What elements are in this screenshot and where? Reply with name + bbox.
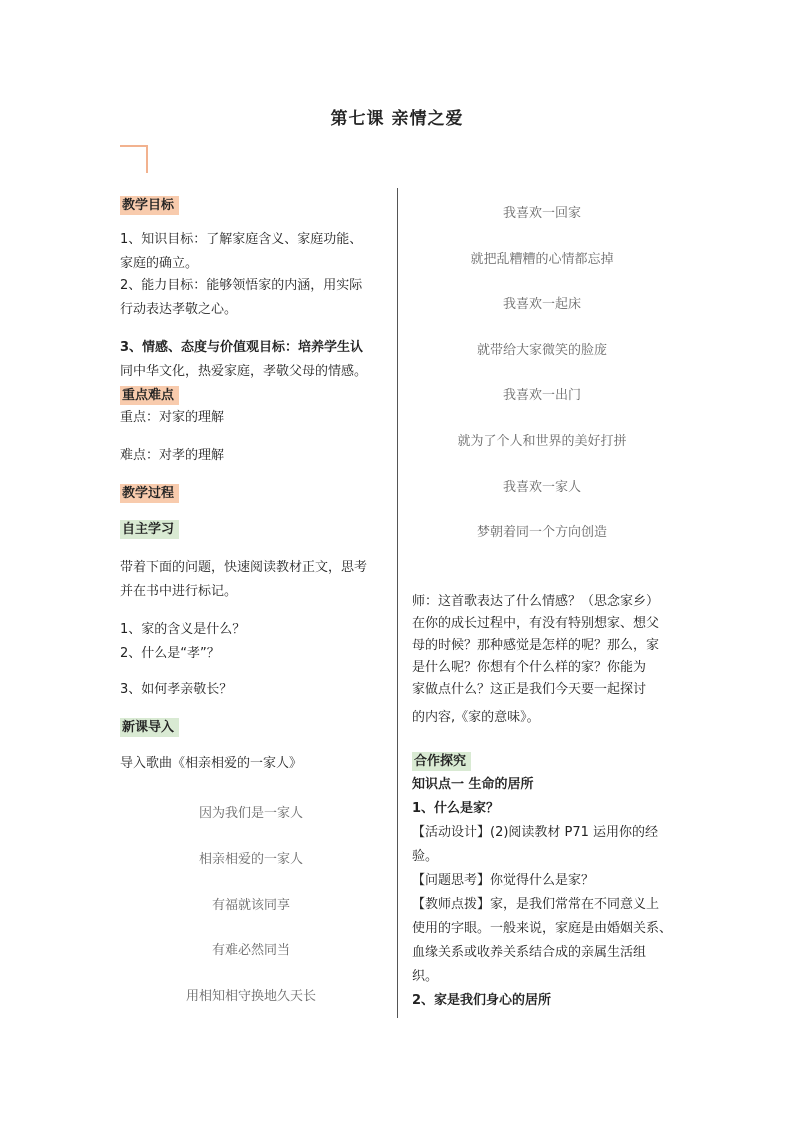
goal1-line1: 1、知识目标：了解家庭含义、家庭功能、	[120, 232, 363, 247]
right-poem-line: 我喜欢一起床	[502, 297, 581, 312]
coop-heading: 合作探究	[412, 752, 471, 771]
teacher-line: 在你的成长过程中，有没有特别想家、想父	[412, 616, 660, 631]
left-poem-line: 有难必然同当	[211, 943, 290, 958]
difficult-point: 难点：对孝的理解	[120, 448, 225, 463]
home-residence: 2、家是我们身心的居所	[412, 993, 552, 1008]
right-poem-line: 就把乱糟糟的心情都忘掉	[470, 252, 614, 267]
intro-line2: 并在书中进行标记。	[120, 584, 238, 599]
teacher-tip-line: 使用的字眼。一般来说，家庭是由婚姻关系、	[412, 921, 673, 936]
teacher-line: 母的时候？那种感觉是怎样的呢？那么，家	[412, 638, 660, 653]
activity-line1: 【活动设计】(2)阅读教材 P71 运用你的经	[412, 825, 659, 840]
right-poem-line: 就为了个人和世界的美好打拼	[457, 434, 627, 449]
self-study-heading: 自主学习	[120, 520, 179, 539]
right-poem-line: 我喜欢一出门	[502, 388, 581, 403]
right-poem-line: 梦朝着同一个方向创造	[476, 525, 607, 540]
left-poem-line: 有福就该同享	[211, 898, 290, 913]
teacher-last-line: 的内容,《家的意味》。	[412, 710, 540, 725]
right-poem-line: 就带给大家微笑的脸庞	[476, 343, 607, 358]
activity-line2: 验。	[412, 849, 439, 864]
song-intro: 导入歌曲《相亲相爱的一家人》	[120, 756, 303, 771]
new-lesson-heading: 新课导入	[120, 718, 179, 737]
teacher-line: 师：这首歌表达了什么情感？（思念家乡）	[412, 594, 660, 609]
teacher-line: 是什么呢？你想有个什么样的家？你能为	[412, 660, 647, 675]
knowledge-point-1: 知识点一 生命的居所	[412, 777, 534, 792]
process-heading: 教学过程	[120, 484, 179, 503]
goal3-line1: 3、情感、态度与价值观目标：培养学生认	[120, 340, 364, 355]
teacher-tip-line: 织。	[412, 969, 439, 984]
column-divider	[397, 188, 398, 1018]
intro-line1: 带着下面的问题，快速阅读教材正文，思考	[120, 560, 368, 575]
corner-mark	[120, 145, 148, 173]
question-1: 1、家的含义是什么？	[120, 622, 246, 637]
what-is-home: 1、什么是家？	[412, 801, 500, 816]
right-poem-line: 我喜欢一家人	[502, 480, 581, 495]
lesson-title: 第七课 亲情之爱	[330, 109, 464, 129]
teacher-line: 家做点什么？这正是我们今天要一起探讨	[412, 682, 647, 697]
left-poem-line: 相亲相爱的一家人	[198, 852, 303, 867]
goal2-line2: 行动表达孝敬之心。	[120, 302, 238, 317]
question-2: 2、什么是“孝”？	[120, 646, 220, 661]
teacher-tip-line: 血缘关系或收养关系结合成的亲属生活组	[412, 945, 647, 960]
key-point: 重点：对家的理解	[120, 410, 225, 425]
question-think: 【问题思考】你觉得什么是家？	[412, 873, 595, 888]
goal3-line2: 同中华文化，热爱家庭，孝敬父母的情感。	[120, 364, 368, 379]
goals-heading: 教学目标	[120, 196, 179, 215]
goal1-line2: 家庭的确立。	[120, 256, 199, 271]
teacher-tip-line: 【教师点拨】家，是我们常常在不同意义上	[412, 897, 660, 912]
goal2-line1: 2、能力目标：能够领悟家的内涵，用实际	[120, 278, 363, 293]
right-poem-line: 我喜欢一回家	[502, 206, 581, 221]
left-poem-line: 因为我们是一家人	[198, 806, 303, 821]
question-3: 3、如何孝亲敬长？	[120, 682, 233, 697]
left-poem-line: 用相知相守换地久天长	[185, 989, 316, 1004]
key-heading: 重点难点	[120, 386, 179, 405]
